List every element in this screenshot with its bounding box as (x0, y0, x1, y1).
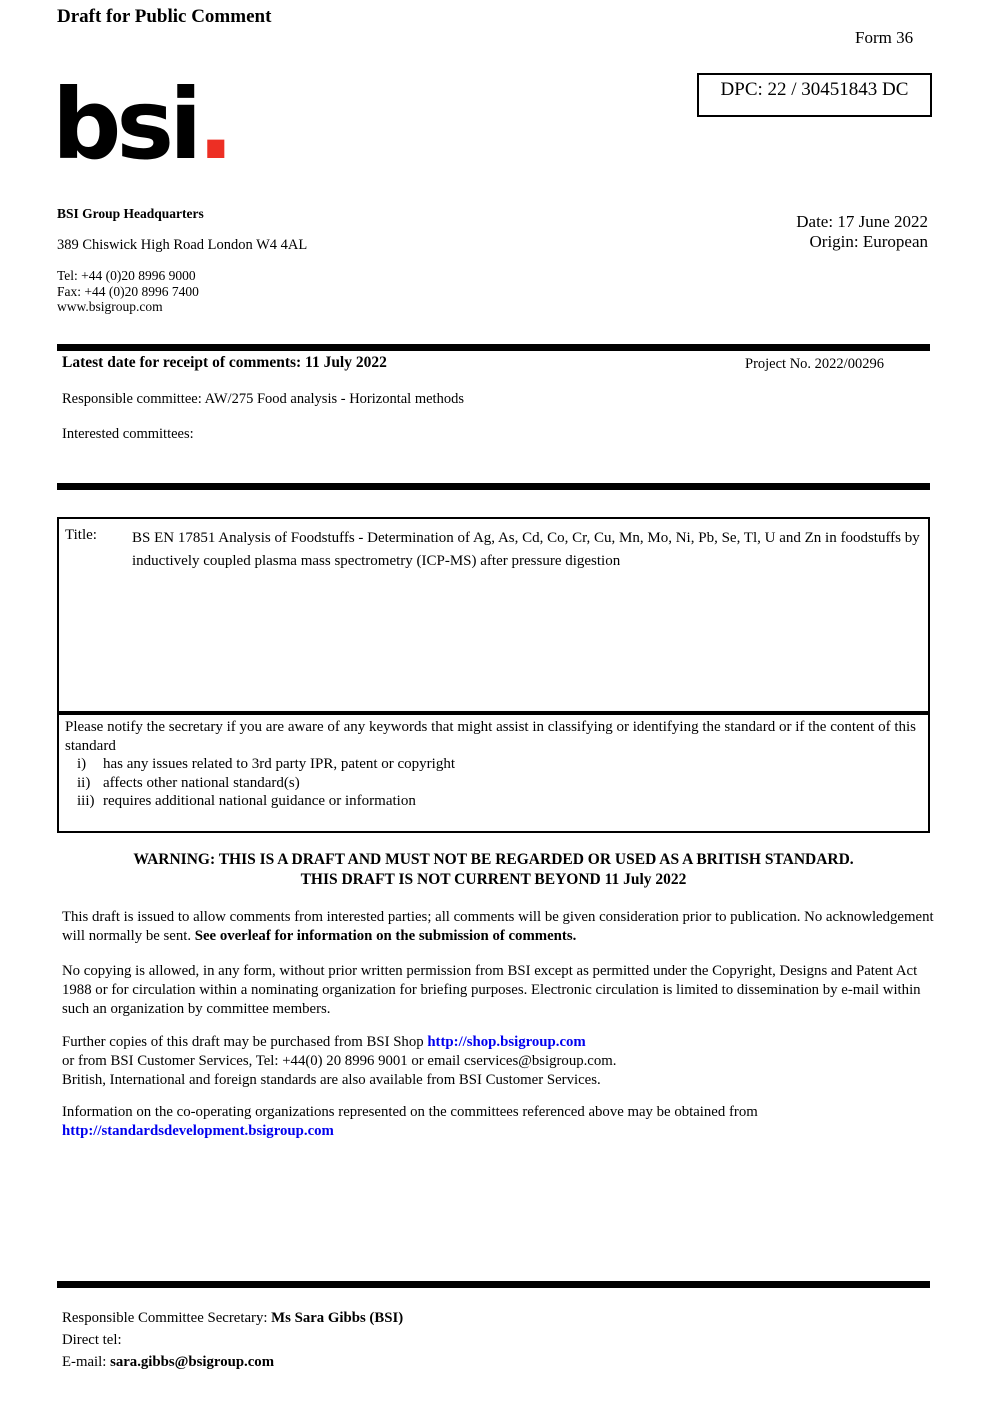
standards-development-link[interactable]: http://standardsdevelopment.bsigroup.com (62, 1123, 334, 1139)
keywords-item (77, 774, 922, 793)
title-label: Title: (65, 527, 97, 543)
responsible-committee: Responsible committee: AW/275 Food analysis - Horizontal methods (62, 391, 464, 407)
keywords-intro: Please notify the secretary if you are aware of any keywords that might assist in classifying or identifying the standard or if the content of this standard (65, 719, 917, 754)
bsi-logo-dot: . (197, 68, 230, 181)
keywords-item-num: iii) (77, 793, 95, 809)
footer-email-line (62, 1354, 274, 1371)
footer-secretary-line (62, 1310, 403, 1327)
dpc-number: DPC: 22 / 30451843 DC (720, 79, 909, 100)
keywords-box (57, 713, 930, 833)
document-origin: Origin: European (809, 232, 928, 251)
interested-committees: Interested committees: (62, 426, 194, 442)
customer-services-text: or from BSI Customer Services, Tel: +44(0) 20 8996 9001 or email cservices@bsigroup.com. (62, 1053, 617, 1069)
warning-line-2: THIS DRAFT IS NOT CURRENT BEYOND 11 July 2022 (300, 871, 687, 888)
email-address[interactable]: sara.gibbs@bsigroup.com (110, 1354, 275, 1370)
hq-street: 389 Chiswick High Road London W4 4AL (57, 237, 308, 253)
divider-bar-middle (57, 483, 930, 490)
keywords-item (77, 755, 922, 774)
standards-available-text: British, International and foreign standards are also available from BSI Customer Services. (62, 1072, 601, 1088)
hq-tel: Tel: +44 (0)20 8996 9000 (57, 268, 196, 283)
bsi-logo (52, 68, 230, 181)
divider-bar-bottom (57, 1281, 930, 1288)
dpc-number-box (697, 73, 932, 117)
keywords-item-num: i) (77, 756, 87, 772)
cooperating-orgs-text: Information on the co-operating organizations represented on the committees referenced above may be obtained from (62, 1104, 758, 1120)
divider-bar-top (57, 344, 930, 351)
latest-date-label: Latest date for receipt of comments: 11 July 2022 (62, 354, 387, 371)
bsi-logo-text: bsi (52, 68, 198, 181)
hq-name: BSI Group Headquarters (57, 206, 204, 221)
keywords-item-text: affects other national standard(s) (103, 774, 300, 791)
keywords-item (77, 792, 922, 811)
secretary-label: Responsible Committee Secretary: (62, 1310, 272, 1326)
keywords-item-text: requires additional national guidance or information (103, 793, 416, 809)
bsi-shop-link[interactable]: http://shop.bsigroup.com (427, 1034, 586, 1050)
project-number: Project No. 2022/00296 (745, 356, 884, 372)
secretary-name: Ms Sara Gibbs (BSI) (271, 1310, 404, 1326)
paragraph-cooperating-orgs (62, 1103, 934, 1141)
paragraph-draft-issued-text: This draft is issued to allow comments from interested parties; all comments will be given consideration prior to publication. No acknowledgement will normally be sent. (62, 909, 934, 944)
footer-direct-tel: Direct tel: (62, 1332, 122, 1348)
hq-website[interactable]: www.bsigroup.com (57, 299, 163, 314)
keywords-item-text: has any issues related to 3rd party IPR, patent or copyright (103, 756, 456, 772)
document-date: Date: 17 June 2022 (796, 212, 928, 231)
email-label: E-mail: (62, 1354, 111, 1370)
further-copies-text: Further copies of this draft may be purchased from BSI Shop (62, 1034, 428, 1050)
warning-line-1: WARNING: THIS IS A DRAFT AND MUST NOT BE REGARDED OR USED AS A BRITISH STANDARD. (133, 851, 854, 868)
keywords-item-num: ii) (77, 774, 91, 791)
paragraph-draft-issued (62, 908, 934, 946)
paragraph-overleaf-note: See overleaf for information on the submission of comments. (194, 928, 577, 944)
draft-for-public-comment-label: Draft for Public Comment (57, 6, 272, 27)
paragraph-no-copying: No copying is allowed, in any form, without prior written permission from BSI except as permitted under the Copyright, Designs and Patent Act 1988 or for circulation within a nominating organization for briefing purposes. Electronic circulation is limited to dissemination by e-mail within such an organization by committee members. (62, 963, 921, 1017)
form-number-label: Form 36 (855, 28, 914, 47)
title-text: BS EN 17851 Analysis of Foodstuffs - Determination of Ag, As, Cd, Co, Cr, Cu, Mn, Mo, Ni, Pb, Se, Tl, U and Zn in foodstuffs by inductively coupled plasma mass spectrometry (ICP-MS) after pressure digestion (132, 530, 920, 569)
title-box (57, 517, 930, 713)
hq-fax: Fax: +44 (0)20 8996 7400 (57, 284, 199, 299)
paragraph-further-copies (62, 1033, 934, 1090)
